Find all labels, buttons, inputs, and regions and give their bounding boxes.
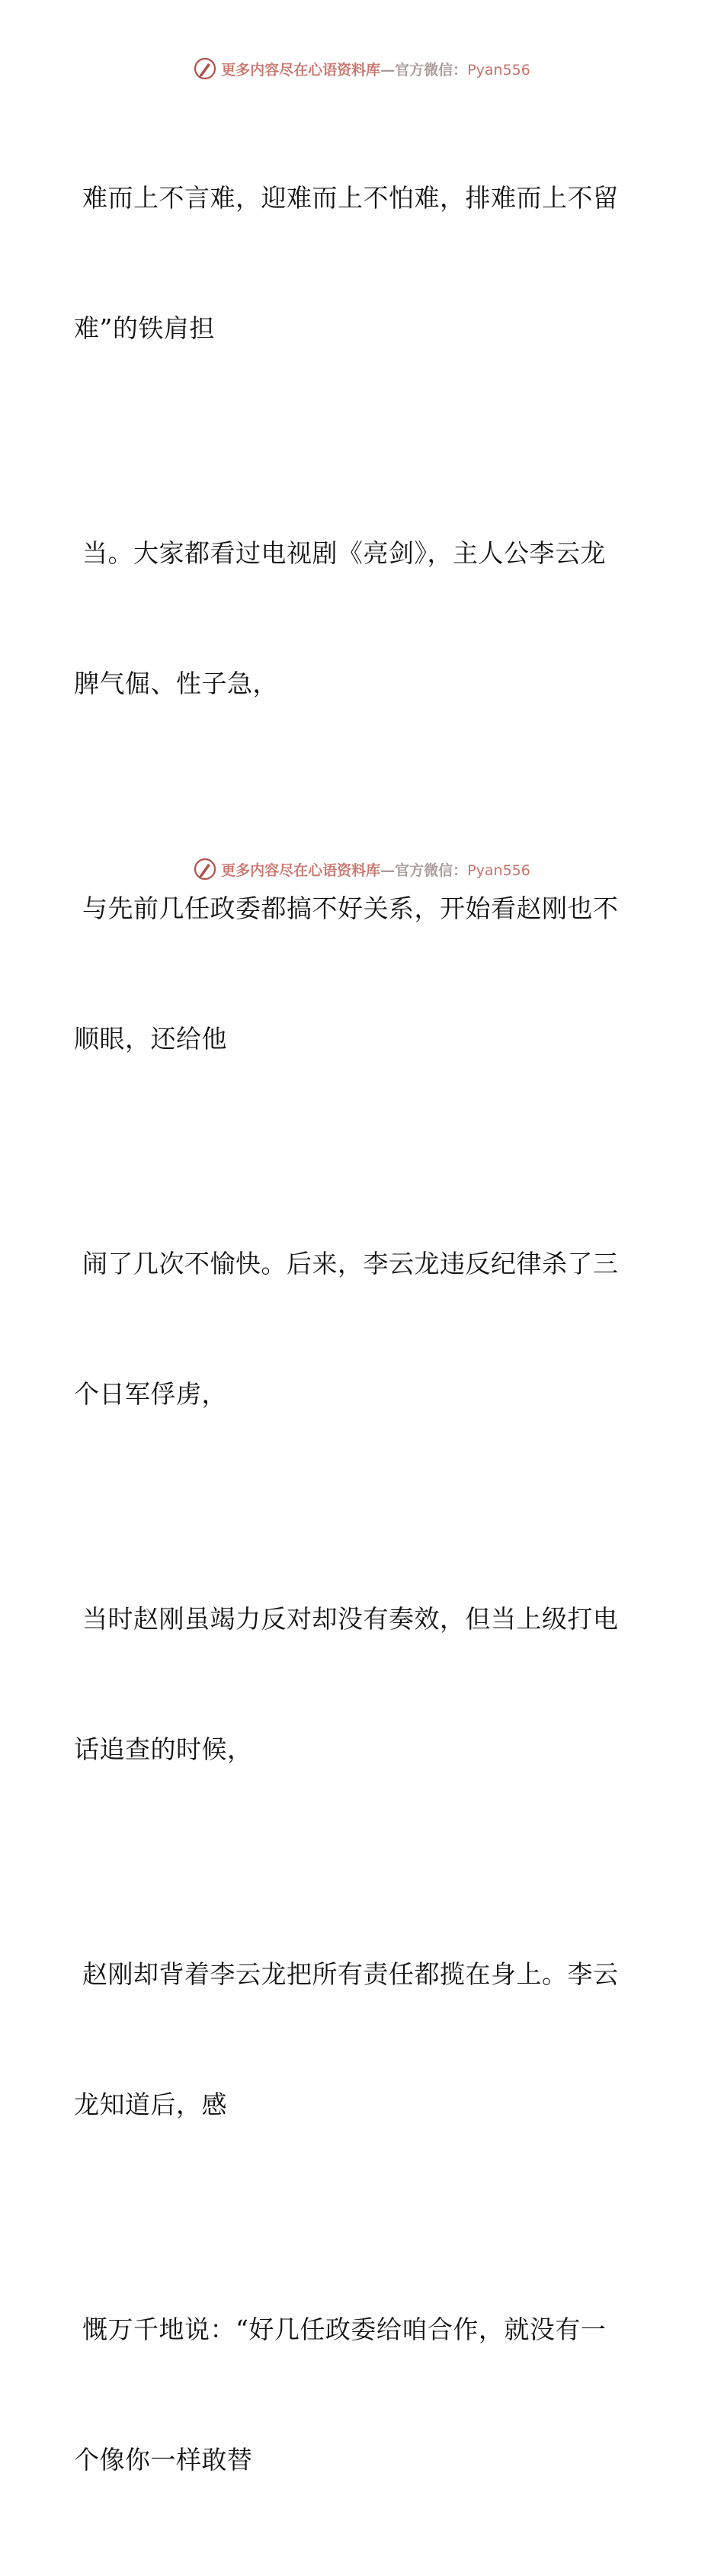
paragraph <box>74 1155 638 1503</box>
pen-logo-icon <box>194 57 216 80</box>
paragraph <box>74 89 638 437</box>
footer-banner-id: Pyan556 <box>467 861 530 879</box>
paragraph <box>74 444 638 792</box>
footer-banner-text <box>221 859 530 880</box>
header-banner-dash: —官方微信： <box>380 61 468 79</box>
header-banner-main: 更多内容尽在心语资料库 <box>221 61 381 79</box>
footer-banner-dash: —官方微信： <box>380 861 468 879</box>
paragraph <box>74 1510 638 1858</box>
text-line: 个像你一样敢替 <box>74 2445 253 2475</box>
pen-logo-icon <box>194 858 216 881</box>
text-line: 当时赵刚虽竭力反对却没有奏效，但当上级打电 <box>74 1604 619 1634</box>
document-body <box>74 89 638 2576</box>
header-banner <box>0 53 724 84</box>
header-banner-id: Pyan556 <box>467 61 530 79</box>
text-line: 闹了几次不愉快。后来，李云龙违反纪律杀了三 <box>74 1249 619 1278</box>
text-line: 难而上不言难，迎难而上不怕难，排难而上不留 <box>74 183 619 213</box>
text-line: 赵刚却背着李云龙把所有责任都揽在身上。李云 <box>74 1959 619 1989</box>
header-banner-text <box>221 59 530 79</box>
text-line: 慨万千地说：“好几任政委给咱合作，就没有一 <box>74 2315 607 2344</box>
text-line: 与先前几任政委都搞不好关系，开始看赵刚也不 <box>74 893 619 923</box>
footer-banner <box>0 854 724 884</box>
text-line: 龙知道后，感 <box>74 2090 227 2119</box>
text-line: 个日军俘虏， <box>74 1379 227 1409</box>
paragraph <box>74 1865 638 2213</box>
text-line: 话追查的时候， <box>74 1734 253 1764</box>
text-line: 当。大家都看过电视剧《亮剑》，主人公李云龙 <box>74 538 606 568</box>
paragraph <box>74 800 638 1147</box>
paragraph <box>74 2221 638 2568</box>
text-line: 顺眼，还给他 <box>74 1024 227 1054</box>
text-line: 脾气倔、性子急， <box>74 669 278 698</box>
text-line: 难”的铁肩担 <box>74 313 215 343</box>
footer-banner-main: 更多内容尽在心语资料库 <box>221 861 381 879</box>
